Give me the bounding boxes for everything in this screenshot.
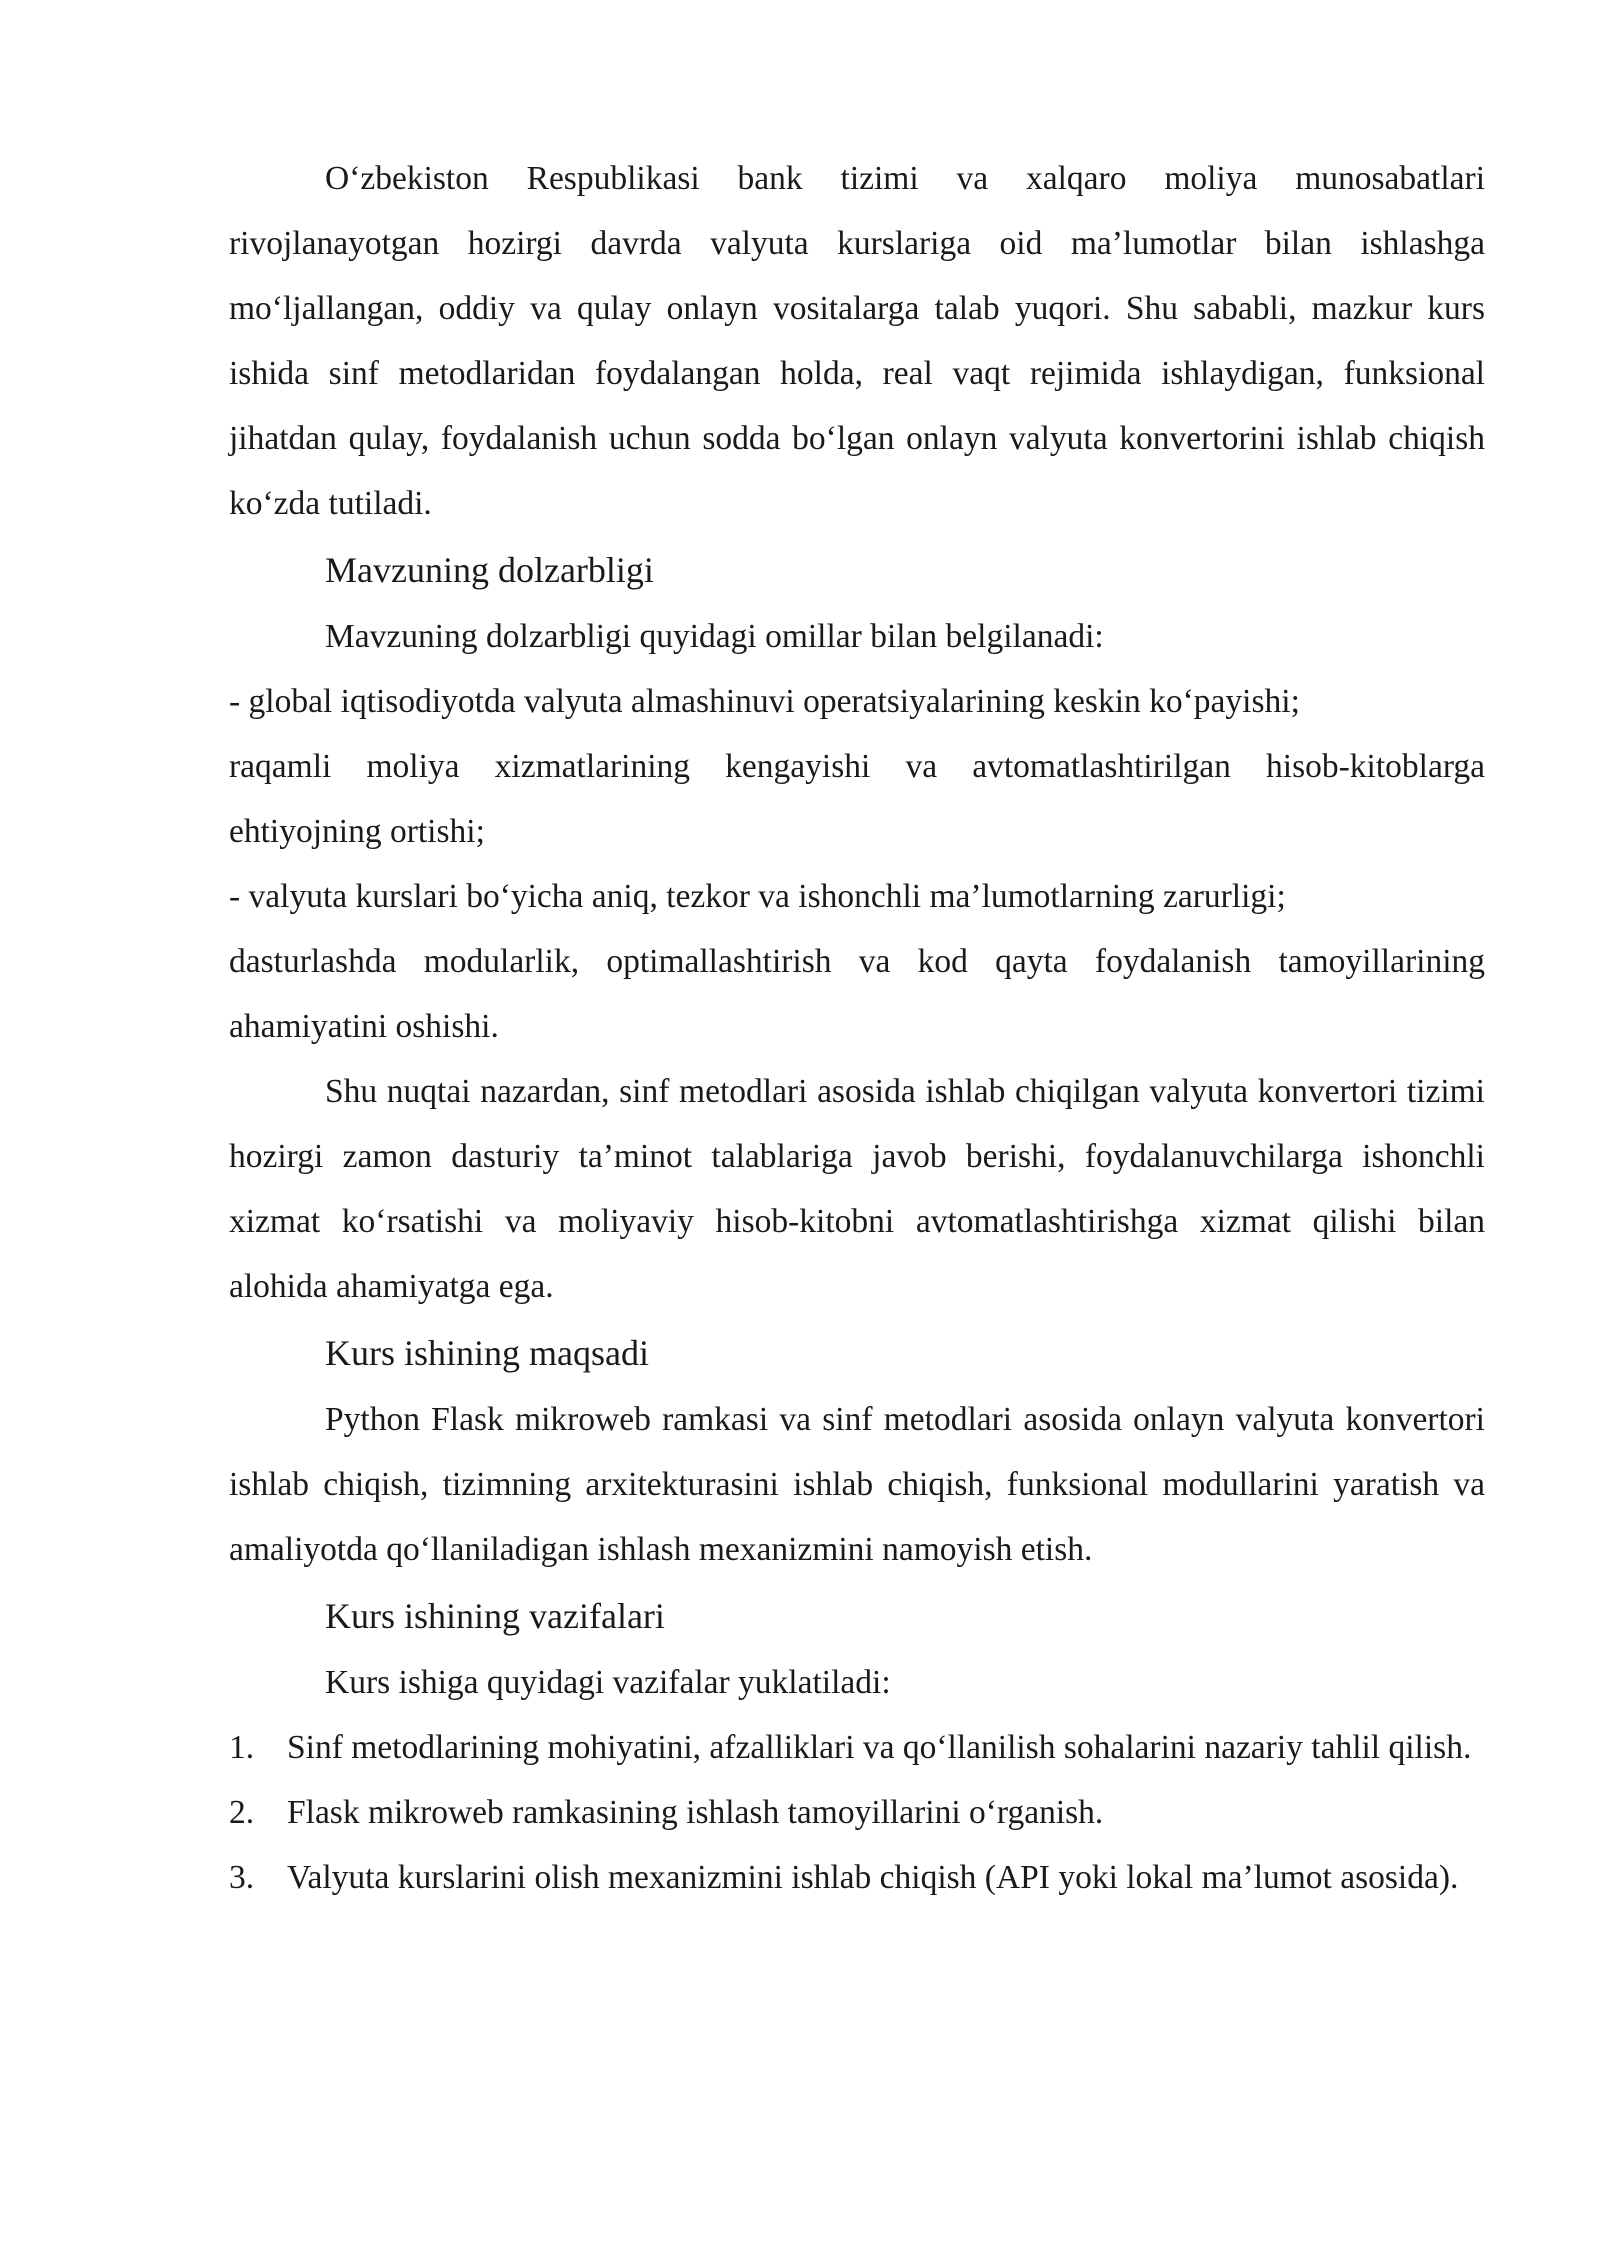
list-item-text: Valyuta kurslarini olish mexanizmini ishlab chiqish (API yoki lokal ma’lumot asosida). <box>287 1859 1459 1896</box>
intro-paragraph: O‘zbekiston Respublikasi bank tizimi va xalqaro moliya munosabatlari rivojlanayotgan hozirgi davrda valyuta kurslariga oid ma’lumotlar bilan ishlashga mo‘ljallangan, oddiy va qulay onlayn vositalarga talab yuqori. Shu sababli, mazkur kurs ishida sinf metodlaridan foydalangan holda, real vaqt rejimida ishlaydigan, funksional jihatdan qulay, foydalanish uchun sodda bo‘lgan onlayn valyuta konvertorini ishlab chiqish ko‘zda tutiladi. <box>229 160 1485 522</box>
list-item-number: 2. <box>229 1794 255 1831</box>
list-item <box>229 1715 1485 1780</box>
list-item-text: Flask mikroweb ramkasining ishlash tamoyillarini o‘rganish. <box>287 1794 1104 1831</box>
tasks-list <box>229 1715 1485 1910</box>
list-item-number: 3. <box>229 1859 255 1896</box>
tasks-intro: Kurs ishiga quyidagi vazifalar yuklatiladi: <box>325 1664 891 1701</box>
list-item <box>229 1780 1485 1845</box>
goal-heading: Kurs ishining maqsadi <box>325 1333 649 1373</box>
relevance-point: dasturlashda modularlik, optimallashtirish va kod qayta foydalanish tamoyillarining ahamiyatini oshishi. <box>229 943 1485 1045</box>
relevance-heading: Mavzuning dolzarbligi <box>325 550 654 590</box>
relevance-point: - valyuta kurslari bo‘yicha aniq, tezkor va ishonchli ma’lumotlarning zarurligi; <box>229 878 1286 915</box>
list-item <box>229 1845 1485 1910</box>
relevance-intro: Mavzuning dolzarbligi quyidagi omillar bilan belgilanadi: <box>325 618 1104 655</box>
list-item-text: Sinf metodlarining mohiyatini, afzalliklari va qo‘llanilish sohalarini nazariy tahlil qilish. <box>287 1729 1472 1766</box>
relevance-point: - global iqtisodiyotda valyuta almashinuvi operatsiyalarining keskin ko‘payishi; <box>229 683 1300 720</box>
list-item-number: 1. <box>229 1729 255 1766</box>
goal-paragraph: Python Flask mikroweb ramkasi va sinf metodlari asosida onlayn valyuta konvertori ishlab chiqish, tizimning arxitekturasini ishlab chiqish, funksional modullarini yaratish va amaliyotda qo‘llaniladigan ishlash mexanizmini namoyish etish. <box>229 1401 1485 1568</box>
tasks-heading: Kurs ishining vazifalari <box>325 1596 665 1636</box>
document-page <box>229 146 1485 1910</box>
relevance-point: raqamli moliya xizmatlarining kengayishi va avtomatlashtirilgan hisob-kitoblarga ehtiyojning ortishi; <box>229 748 1485 850</box>
relevance-conclusion: Shu nuqtai nazardan, sinf metodlari asosida ishlab chiqilgan valyuta konvertori tizimi hozirgi zamon dasturiy ta’minot talablariga javob berishi, foydalanuvchilarga ishonchli xizmat ko‘rsatishi va moliyaviy hisob-kitobni avtomatlashtirishga xizmat qilishi bilan alohida ahamiyatga ega. <box>229 1073 1485 1305</box>
